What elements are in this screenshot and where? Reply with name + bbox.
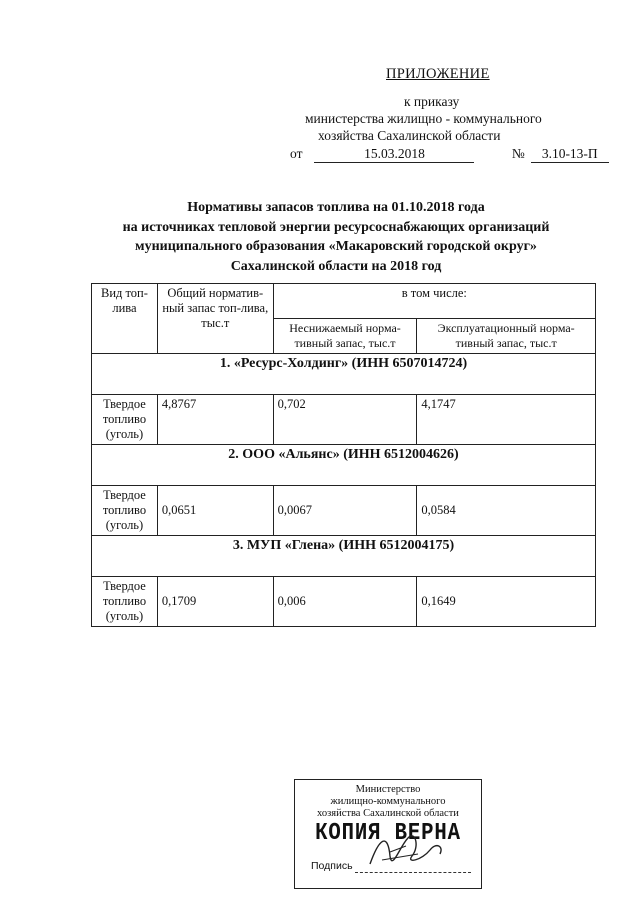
operational-cell: 4,1747 [417,395,596,445]
table-row [92,577,596,627]
fuel-type-cell: Твердое топливо (уголь) [92,486,158,536]
section-title: 2. ООО «Альянс» (ИНН 6512004626) [92,445,596,486]
section-title: 3. МУП «Глена» (ИНН 6512004175) [92,536,596,577]
order-date: 15.03.2018 [314,146,474,163]
stamp-org [295,784,481,820]
table-row [92,395,596,445]
fuel-type-cell: Твердое топливо (уголь) [92,577,158,627]
appendix-ministry-line1: министерства жилищно - коммунального [305,111,542,126]
title-line3: муниципального образования «Макаровский городской округ» [135,239,537,254]
total-cell: 0,0651 [157,486,273,536]
operational-cell: 0,1649 [417,577,596,627]
header-total: Общий норматив-ный запас топ-лива, тыс.т [157,284,273,354]
stamp-org-line2: жилищно-коммунального [330,796,446,807]
signature-scribble [360,816,450,876]
document-title [80,198,592,276]
operational-cell: 0,0584 [417,486,596,536]
section-row [92,445,596,486]
total-cell: 0,1709 [157,577,273,627]
title-line4: Сахалинской области на 2018 год [230,258,442,274]
header-fuel-type: Вид топ-лива [92,284,158,354]
stamp-org-line1: Министерство [355,784,421,795]
fuel-type-cell: Твердое топливо (уголь) [92,395,158,445]
header-row [92,284,596,319]
header-operational: Эксплуатационный норма-тивный запас, тыс.т [417,319,596,354]
appendix-ministry-line2: хозяйства Сахалинской области [318,128,501,143]
title-line2: на источниках тепловой энергии ресурсоснабжающих организаций [122,219,550,235]
non-reducible-cell: 0,0067 [273,486,417,536]
stamp-org-line3: хозяйства Сахалинской области [317,808,459,819]
section-title: 1. «Ресурс-Холдинг» (ИНН 6507014724) [92,354,596,395]
non-reducible-cell: 0,006 [273,577,417,627]
header-non-reducible: Неснижаемый норма-тивный запас, тыс.т [273,319,417,354]
appendix-to-order: к приказу [404,94,460,109]
from-label: от [290,146,303,161]
table-row [92,486,596,536]
section-row [92,354,596,395]
section-row [92,536,596,577]
stamp-copy-text: КОПИЯ ВЕРНА [315,820,461,847]
order-number: 3.10-13-П [531,146,609,163]
appendix-title: ПРИЛОЖЕНИЕ [386,66,490,82]
title-line1: Нормативы запасов топлива на 01.10.2018 года [187,200,485,215]
number-label: № [511,146,525,161]
stamp-sign-label: Подпись [311,860,353,872]
norms-table [91,283,596,627]
total-cell: 4,8767 [157,395,273,445]
header-including: в том числе: [273,284,595,319]
appendix-date-line [290,146,609,163]
non-reducible-cell: 0,702 [273,395,417,445]
